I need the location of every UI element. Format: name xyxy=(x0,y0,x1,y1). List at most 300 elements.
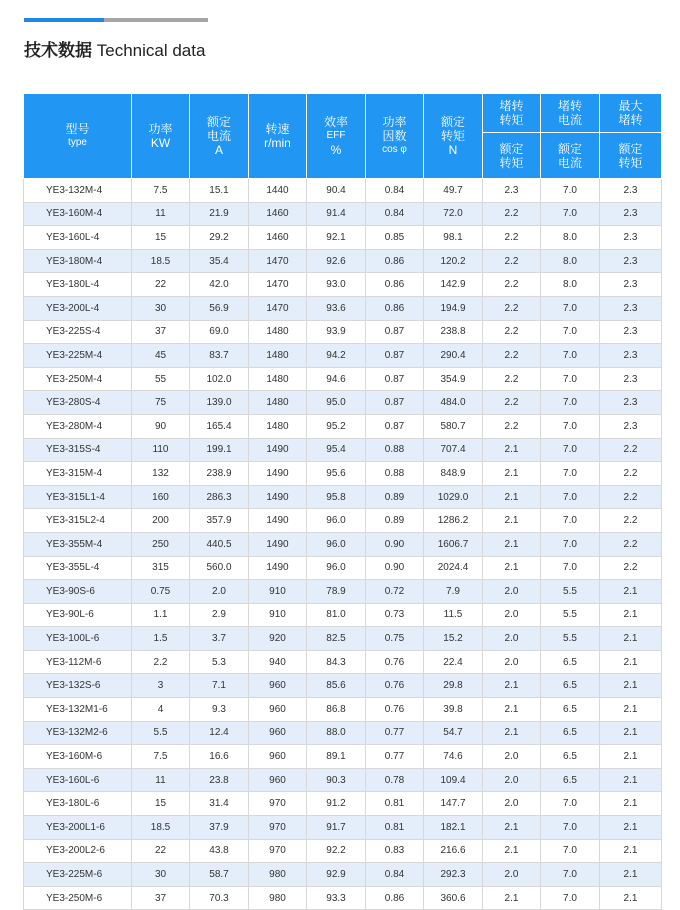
table-row xyxy=(24,462,662,486)
table-cell: 102.0 xyxy=(190,367,249,391)
table-cell: YE3-160L-4 xyxy=(24,226,132,250)
table-cell: 2.0 xyxy=(483,627,541,651)
accent-bar-gray xyxy=(104,18,208,22)
table-cell: 5.3 xyxy=(190,650,249,674)
table-cell: 1606.7 xyxy=(424,532,483,556)
table-cell: 960 xyxy=(249,674,307,698)
col-header-type: 型号 type xyxy=(24,94,132,179)
table-cell: 95.8 xyxy=(307,485,366,509)
table-cell: 7.0 xyxy=(541,438,600,462)
table-cell: 0.84 xyxy=(366,202,424,226)
table-cell: 2.1 xyxy=(600,580,662,604)
table-cell: 2.2 xyxy=(483,202,541,226)
table-cell: 2.3 xyxy=(600,391,662,415)
table-cell: 0.88 xyxy=(366,462,424,486)
table-cell: 2.1 xyxy=(483,674,541,698)
table-cell: 15 xyxy=(132,226,190,250)
table-cell: 194.9 xyxy=(424,296,483,320)
table-cell: 0.78 xyxy=(366,768,424,792)
table-cell: 580.7 xyxy=(424,414,483,438)
table-cell: 2.1 xyxy=(483,532,541,556)
table-cell: 0.89 xyxy=(366,509,424,533)
page-title-en: Technical data xyxy=(96,41,206,60)
table-cell: YE3-225M-6 xyxy=(24,863,132,887)
table-cell: 7.0 xyxy=(541,792,600,816)
table-cell: 2.3 xyxy=(600,344,662,368)
table-cell: 95.0 xyxy=(307,391,366,415)
table-cell: 2.1 xyxy=(483,721,541,745)
table-cell: 5.5 xyxy=(132,721,190,745)
table-cell: 0.76 xyxy=(366,698,424,722)
table-cell: 2.3 xyxy=(600,296,662,320)
table-cell: 30 xyxy=(132,863,190,887)
table-cell: 7.1 xyxy=(190,674,249,698)
table-cell: 2.2 xyxy=(600,509,662,533)
table-cell: 182.1 xyxy=(424,816,483,840)
table-cell: 91.2 xyxy=(307,792,366,816)
table-cell: 2.0 xyxy=(483,792,541,816)
table-cell: 94.2 xyxy=(307,344,366,368)
table-row xyxy=(24,816,662,840)
table-row xyxy=(24,556,662,580)
table-cell: 86.8 xyxy=(307,698,366,722)
table-cell: 970 xyxy=(249,816,307,840)
table-cell: 484.0 xyxy=(424,391,483,415)
table-cell: 2.1 xyxy=(483,556,541,580)
table-cell: YE3-280M-4 xyxy=(24,414,132,438)
table-row xyxy=(24,650,662,674)
table-cell: YE3-112M-6 xyxy=(24,650,132,674)
table-cell: 2.1 xyxy=(600,650,662,674)
table-cell: 30 xyxy=(132,296,190,320)
table-cell: 4 xyxy=(132,698,190,722)
table-cell: 12.4 xyxy=(190,721,249,745)
table-cell: 2.2 xyxy=(483,391,541,415)
table-cell: 3 xyxy=(132,674,190,698)
table-cell: YE3-250M-4 xyxy=(24,367,132,391)
table-cell: 7.9 xyxy=(424,580,483,604)
table-cell: 8.0 xyxy=(541,273,600,297)
table-cell: 18.5 xyxy=(132,816,190,840)
table-cell: 290.4 xyxy=(424,344,483,368)
table-cell: 2.1 xyxy=(600,839,662,863)
table-cell: YE3-315L2-4 xyxy=(24,509,132,533)
table-cell: 96.0 xyxy=(307,509,366,533)
table-cell: 354.9 xyxy=(424,367,483,391)
col-header-torque: 额定 转矩 N xyxy=(424,94,483,179)
table-cell: 5.5 xyxy=(541,627,600,651)
table-cell: 1470 xyxy=(249,273,307,297)
table-cell: 75 xyxy=(132,391,190,415)
table-cell: 2.1 xyxy=(483,698,541,722)
table-cell: YE3-315M-4 xyxy=(24,462,132,486)
table-cell: 93.6 xyxy=(307,296,366,320)
table-cell: 6.5 xyxy=(541,768,600,792)
table-cell: 1460 xyxy=(249,226,307,250)
table-cell: 22.4 xyxy=(424,650,483,674)
table-cell: 0.76 xyxy=(366,650,424,674)
table-cell: YE3-132S-6 xyxy=(24,674,132,698)
table-cell: 55 xyxy=(132,367,190,391)
table-cell: YE3-160M-6 xyxy=(24,745,132,769)
table-cell: 6.5 xyxy=(541,650,600,674)
table-row xyxy=(24,886,662,910)
table-cell: 2.1 xyxy=(600,627,662,651)
table-row xyxy=(24,344,662,368)
table-cell: 1.1 xyxy=(132,603,190,627)
table-cell: 2.2 xyxy=(483,273,541,297)
table-cell: 74.6 xyxy=(424,745,483,769)
table-cell: 2.0 xyxy=(483,863,541,887)
table-cell: 1490 xyxy=(249,556,307,580)
col-header-power: 功率 KW xyxy=(132,94,190,179)
table-cell: 960 xyxy=(249,745,307,769)
table-cell: 1440 xyxy=(249,179,307,203)
table-cell: 2.3 xyxy=(600,367,662,391)
table-row xyxy=(24,320,662,344)
table-cell: 1480 xyxy=(249,391,307,415)
table-cell: 0.73 xyxy=(366,603,424,627)
table-cell: YE3-200L1-6 xyxy=(24,816,132,840)
table-cell: 2.1 xyxy=(600,745,662,769)
table-cell: 960 xyxy=(249,698,307,722)
table-cell: 0.81 xyxy=(366,816,424,840)
table-cell: 147.7 xyxy=(424,792,483,816)
table-cell: 1480 xyxy=(249,320,307,344)
table-cell: 1490 xyxy=(249,462,307,486)
table-cell: 72.0 xyxy=(424,202,483,226)
table-cell: 2.1 xyxy=(600,792,662,816)
table-cell: 15.2 xyxy=(424,627,483,651)
table-cell: 315 xyxy=(132,556,190,580)
table-row xyxy=(24,273,662,297)
table-cell: 2.2 xyxy=(600,485,662,509)
table-cell: 2.9 xyxy=(190,603,249,627)
table-cell: 7.0 xyxy=(541,344,600,368)
table-cell: 2.2 xyxy=(483,320,541,344)
table-cell: YE3-355L-4 xyxy=(24,556,132,580)
table-cell: 286.3 xyxy=(190,485,249,509)
table-cell: 2.1 xyxy=(600,768,662,792)
table-cell: 910 xyxy=(249,580,307,604)
table-cell: 2.3 xyxy=(600,414,662,438)
table-row xyxy=(24,674,662,698)
table-cell: 7.0 xyxy=(541,320,600,344)
table-cell: 440.5 xyxy=(190,532,249,556)
table-cell: 120.2 xyxy=(424,249,483,273)
table-cell: 7.0 xyxy=(541,296,600,320)
table-cell: 2.2 xyxy=(132,650,190,674)
table-cell: 49.7 xyxy=(424,179,483,203)
table-cell: 7.0 xyxy=(541,414,600,438)
table-cell: 2.1 xyxy=(600,721,662,745)
table-cell: 45 xyxy=(132,344,190,368)
table-cell: 1470 xyxy=(249,296,307,320)
table-row xyxy=(24,698,662,722)
table-cell: 81.0 xyxy=(307,603,366,627)
table-row xyxy=(24,485,662,509)
table-cell: 90 xyxy=(132,414,190,438)
table-cell: 2.0 xyxy=(483,650,541,674)
table-cell: 90.3 xyxy=(307,768,366,792)
col-header-stall-torque: 堵转 转矩 xyxy=(483,94,541,133)
col-header-max-torque: 最大 堵转 xyxy=(600,94,662,133)
table-cell: YE3-180L-4 xyxy=(24,273,132,297)
table-cell: 7.0 xyxy=(541,179,600,203)
table-cell: 2.1 xyxy=(483,886,541,910)
table-cell: 11 xyxy=(132,768,190,792)
table-cell: 1490 xyxy=(249,509,307,533)
table-row xyxy=(24,438,662,462)
table-cell: 2.3 xyxy=(600,179,662,203)
table-cell: 0.77 xyxy=(366,745,424,769)
table-cell: 200 xyxy=(132,509,190,533)
table-cell: 7.0 xyxy=(541,462,600,486)
table-cell: 0.81 xyxy=(366,792,424,816)
table-cell: YE3-100L-6 xyxy=(24,627,132,651)
table-cell: 78.9 xyxy=(307,580,366,604)
table-cell: 7.5 xyxy=(132,179,190,203)
table-cell: 6.5 xyxy=(541,745,600,769)
table-cell: 83.7 xyxy=(190,344,249,368)
table-cell: 98.1 xyxy=(424,226,483,250)
table-cell: 2024.4 xyxy=(424,556,483,580)
table-cell: 1286.2 xyxy=(424,509,483,533)
table-cell: 7.0 xyxy=(541,816,600,840)
table-cell: 165.4 xyxy=(190,414,249,438)
table-cell: 2.2 xyxy=(483,249,541,273)
table-cell: 2.1 xyxy=(483,509,541,533)
table-cell: 56.9 xyxy=(190,296,249,320)
table-cell: 93.0 xyxy=(307,273,366,297)
table-cell: 3.7 xyxy=(190,627,249,651)
table-cell: 560.0 xyxy=(190,556,249,580)
table-cell: 7.0 xyxy=(541,509,600,533)
table-cell: 92.9 xyxy=(307,863,366,887)
table-cell: 31.4 xyxy=(190,792,249,816)
table-cell: 250 xyxy=(132,532,190,556)
col-header-efficiency: 效率 EFF % xyxy=(307,94,366,179)
table-cell: 5.5 xyxy=(541,603,600,627)
table-cell: 2.0 xyxy=(483,580,541,604)
accent-bar-blue xyxy=(24,18,104,22)
table-cell: 2.3 xyxy=(600,202,662,226)
page-title xyxy=(24,36,205,61)
table-cell: 970 xyxy=(249,839,307,863)
table-cell: 6.5 xyxy=(541,721,600,745)
table-cell: 2.1 xyxy=(600,674,662,698)
table-cell: 2.2 xyxy=(600,438,662,462)
table-row xyxy=(24,721,662,745)
table-cell: 93.3 xyxy=(307,886,366,910)
table-cell: 43.8 xyxy=(190,839,249,863)
table-cell: 18.5 xyxy=(132,249,190,273)
table-cell: 94.6 xyxy=(307,367,366,391)
table-cell: 11 xyxy=(132,202,190,226)
technical-data-table xyxy=(23,93,662,910)
table-cell: 1480 xyxy=(249,344,307,368)
table-cell: 110 xyxy=(132,438,190,462)
table-cell: 980 xyxy=(249,886,307,910)
table-cell: 69.0 xyxy=(190,320,249,344)
table-cell: 5.5 xyxy=(541,580,600,604)
table-cell: 91.4 xyxy=(307,202,366,226)
col-header-speed: 转速 r/min xyxy=(249,94,307,179)
table-cell: 139.0 xyxy=(190,391,249,415)
table-cell: YE3-200L2-6 xyxy=(24,839,132,863)
table-cell: YE3-315L1-4 xyxy=(24,485,132,509)
table-cell: YE3-180L-6 xyxy=(24,792,132,816)
table-row xyxy=(24,367,662,391)
table-cell: 2.2 xyxy=(600,532,662,556)
table-cell: 1490 xyxy=(249,485,307,509)
table-cell: 1.5 xyxy=(132,627,190,651)
table-cell: 7.0 xyxy=(541,532,600,556)
table-body xyxy=(24,179,662,910)
table-cell: 0.72 xyxy=(366,580,424,604)
table-cell: 2.0 xyxy=(483,745,541,769)
table-cell: 84.3 xyxy=(307,650,366,674)
table-cell: 160 xyxy=(132,485,190,509)
table-cell: 0.87 xyxy=(366,367,424,391)
table-cell: 7.0 xyxy=(541,863,600,887)
table-cell: YE3-90S-6 xyxy=(24,580,132,604)
table-cell: 0.87 xyxy=(366,344,424,368)
table-cell: YE3-132M2-6 xyxy=(24,721,132,745)
table-cell: 89.1 xyxy=(307,745,366,769)
table-cell: 92.2 xyxy=(307,839,366,863)
table-cell: 2.1 xyxy=(600,816,662,840)
table-cell: 2.3 xyxy=(600,320,662,344)
col-header-stall-current: 堵转 电流 xyxy=(541,94,600,133)
table-cell: 7.5 xyxy=(132,745,190,769)
table-cell: 2.1 xyxy=(483,438,541,462)
table-cell: 2.1 xyxy=(600,863,662,887)
table-cell: 0.85 xyxy=(366,226,424,250)
table-cell: 2.3 xyxy=(483,179,541,203)
table-cell: 0.88 xyxy=(366,438,424,462)
table-cell: 1460 xyxy=(249,202,307,226)
table-cell: 29.8 xyxy=(424,674,483,698)
table-cell: 292.3 xyxy=(424,863,483,887)
table-cell: 95.6 xyxy=(307,462,366,486)
table-cell: YE3-160M-4 xyxy=(24,202,132,226)
table-row xyxy=(24,768,662,792)
table-cell: 35.4 xyxy=(190,249,249,273)
table-cell: 16.6 xyxy=(190,745,249,769)
table-cell: YE3-315S-4 xyxy=(24,438,132,462)
table-row xyxy=(24,202,662,226)
table-cell: 0.86 xyxy=(366,296,424,320)
table-row xyxy=(24,391,662,415)
table-cell: 109.4 xyxy=(424,768,483,792)
table-cell: 96.0 xyxy=(307,532,366,556)
table-cell: 15 xyxy=(132,792,190,816)
table-cell: 96.0 xyxy=(307,556,366,580)
table-cell: 0.87 xyxy=(366,414,424,438)
table-cell: 2.1 xyxy=(483,839,541,863)
table-row xyxy=(24,603,662,627)
table-cell: 0.75 xyxy=(132,580,190,604)
table-row xyxy=(24,863,662,887)
table-cell: 970 xyxy=(249,792,307,816)
table-cell: YE3-225M-4 xyxy=(24,344,132,368)
table-cell: 2.1 xyxy=(600,886,662,910)
table-cell: 2.2 xyxy=(483,296,541,320)
table-cell: 707.4 xyxy=(424,438,483,462)
table-cell: YE3-355M-4 xyxy=(24,532,132,556)
table-cell: YE3-200L-4 xyxy=(24,296,132,320)
table-cell: 0.90 xyxy=(366,556,424,580)
table-cell: 95.2 xyxy=(307,414,366,438)
table-cell: 7.0 xyxy=(541,391,600,415)
table-cell: 82.5 xyxy=(307,627,366,651)
table-cell: YE3-250M-6 xyxy=(24,886,132,910)
table-row xyxy=(24,509,662,533)
table-cell: 88.0 xyxy=(307,721,366,745)
table-row xyxy=(24,226,662,250)
table-cell: 360.6 xyxy=(424,886,483,910)
table-cell: 0.87 xyxy=(366,320,424,344)
table-cell: 0.84 xyxy=(366,863,424,887)
table-cell: 2.2 xyxy=(483,414,541,438)
table-cell: 37 xyxy=(132,320,190,344)
table-cell: 142.9 xyxy=(424,273,483,297)
table-cell: 22 xyxy=(132,273,190,297)
table-cell: 6.5 xyxy=(541,698,600,722)
table-cell: 91.7 xyxy=(307,816,366,840)
table-cell: 2.0 xyxy=(483,603,541,627)
table-cell: 1470 xyxy=(249,249,307,273)
table-cell: 920 xyxy=(249,627,307,651)
table-cell: YE3-132M-4 xyxy=(24,179,132,203)
table-cell: 357.9 xyxy=(190,509,249,533)
table-cell: 2.1 xyxy=(483,485,541,509)
table-cell: 15.1 xyxy=(190,179,249,203)
table-cell: 90.4 xyxy=(307,179,366,203)
table-cell: 2.3 xyxy=(600,273,662,297)
table-cell: 2.1 xyxy=(600,698,662,722)
table-row xyxy=(24,792,662,816)
table-row xyxy=(24,745,662,769)
table-cell: 1480 xyxy=(249,367,307,391)
table-cell: 6.5 xyxy=(541,674,600,698)
table-cell: 2.3 xyxy=(600,249,662,273)
table-cell: 0.86 xyxy=(366,886,424,910)
col-subheader-max-torque: 额定 转矩 xyxy=(600,133,662,179)
table-cell: 0.90 xyxy=(366,532,424,556)
table-cell: 70.3 xyxy=(190,886,249,910)
table-cell: 132 xyxy=(132,462,190,486)
table-row xyxy=(24,627,662,651)
table-cell: 0.86 xyxy=(366,273,424,297)
table-cell: 0.86 xyxy=(366,249,424,273)
table-cell: 11.5 xyxy=(424,603,483,627)
table-cell: 9.3 xyxy=(190,698,249,722)
table-cell: 2.2 xyxy=(483,367,541,391)
col-subheader-stall-torque: 额定 转矩 xyxy=(483,133,541,179)
table-cell: YE3-90L-6 xyxy=(24,603,132,627)
table-cell: 7.0 xyxy=(541,367,600,391)
table-cell: 238.9 xyxy=(190,462,249,486)
table-cell: 58.7 xyxy=(190,863,249,887)
table-cell: YE3-160L-6 xyxy=(24,768,132,792)
table-cell: 0.76 xyxy=(366,674,424,698)
table-row xyxy=(24,839,662,863)
table-cell: 8.0 xyxy=(541,249,600,273)
table-cell: 93.9 xyxy=(307,320,366,344)
table-cell: 7.0 xyxy=(541,886,600,910)
